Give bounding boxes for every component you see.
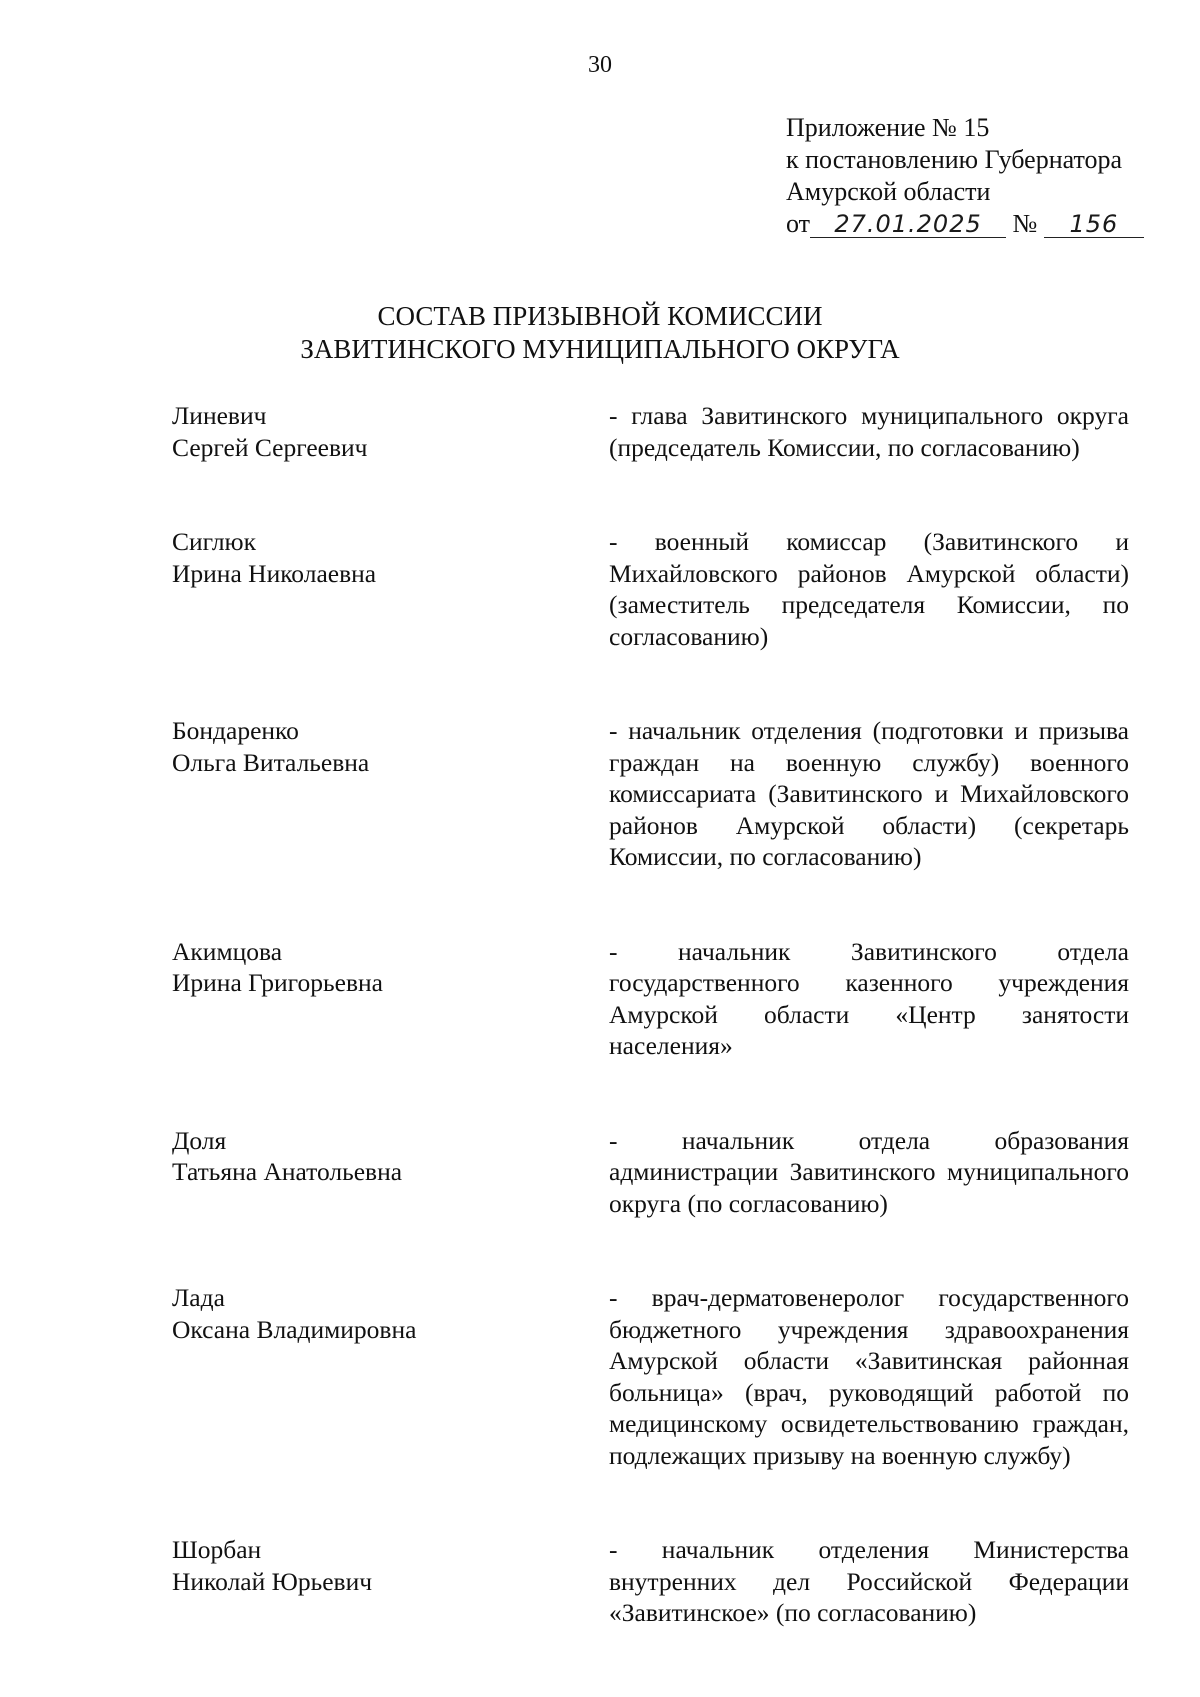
member-name: [172, 400, 609, 463]
member-role: - военный комиссар (Завитинского и Михайловского районов Амурской области) (заместитель председателя Комиссии, по согласованию): [609, 527, 1129, 651]
member-role: - глава Завитинского муниципального округа (председатель Комиссии, по согласованию): [609, 401, 1129, 462]
member-name: [172, 1125, 609, 1220]
number-field: [1044, 211, 1144, 238]
appendix-title: Приложение № 15: [786, 113, 990, 142]
member-surname: Лада: [172, 1283, 225, 1312]
member-role: - начальник отделения Министерства внутренних дел Российской Федерации «Завитинское» (по согласованию): [609, 1535, 1129, 1627]
title-line-2: ЗАВИТИНСКОГО МУНИЦИПАЛЬНОГО ОКРУГА: [300, 334, 900, 364]
member-name: [172, 526, 609, 652]
member-surname: Бондаренко: [172, 716, 299, 745]
member-given-names: Татьяна Анатольевна: [172, 1157, 403, 1186]
title-line-1: СОСТАВ ПРИЗЫВНОЙ КОМИССИИ: [377, 301, 823, 331]
appendix-block: [786, 112, 1186, 240]
date-prefix: от: [786, 209, 811, 238]
member-surname: Акимцова: [172, 936, 283, 966]
member-surname: Шорбан: [172, 1535, 262, 1564]
member-surname: Доля: [172, 1125, 227, 1155]
member-name: [172, 715, 609, 873]
member-entry: [172, 1125, 1132, 1220]
member-role: - начальник отделения (подготовки и призыва граждан на военную службу) военного комиссариата (Завитинского и Михайловского районов Амурской области) (секретарь Комиссии, по согласованию): [609, 716, 1129, 871]
member-given-names: Ирина Григорьевна: [172, 968, 383, 997]
member-name: [172, 1282, 609, 1471]
member-entry: [172, 936, 1132, 1062]
members-list: [172, 400, 1132, 1692]
date-field: [810, 211, 1006, 238]
member-role: - врач-дерматовенеролог государственного бюджетного учреждения здравоохранения Амурской области «Завитинская районная больница» (врач, руководящий работой по медицинскому освидетельствованию граждан, подлежащих призыву на военную службу): [609, 1283, 1129, 1470]
appendix-region: Амурской области: [786, 177, 991, 206]
member-name: [172, 1534, 609, 1629]
member-given-names: Сергей Сергеевич: [172, 432, 368, 462]
member-role: - начальник отдела образования администрации Завитинского муниципального округа (по согласованию): [609, 1125, 1129, 1218]
appendix-date-number-row: [786, 208, 1186, 240]
member-role: - начальник Завитинского отдела государственного казенного учреждения Амурской области «Центр занятости населения»: [609, 936, 1129, 1060]
member-entry: [172, 526, 1132, 652]
document-title: [0, 300, 1200, 366]
member-entry: [172, 715, 1132, 873]
handwritten-number: 156: [1069, 210, 1119, 238]
member-given-names: Ольга Витальевна: [172, 747, 370, 777]
member-name: [172, 936, 609, 1062]
member-given-names: Ирина Николаевна: [172, 558, 377, 588]
handwritten-date: 27.01.2025: [834, 210, 982, 238]
member-surname: Линевич: [172, 401, 267, 430]
member-entry: [172, 1282, 1132, 1471]
appendix-reference: к постановлению Губернатора: [786, 145, 1123, 174]
page-number: 30: [588, 52, 612, 78]
member-surname: Сиглюк: [172, 527, 256, 556]
member-given-names: Николай Юрьевич: [172, 1566, 373, 1596]
member-entry: [172, 1534, 1132, 1629]
member-entry: [172, 400, 1132, 463]
number-prefix: №: [1012, 209, 1038, 238]
member-given-names: Оксана Владимировна: [172, 1314, 417, 1344]
